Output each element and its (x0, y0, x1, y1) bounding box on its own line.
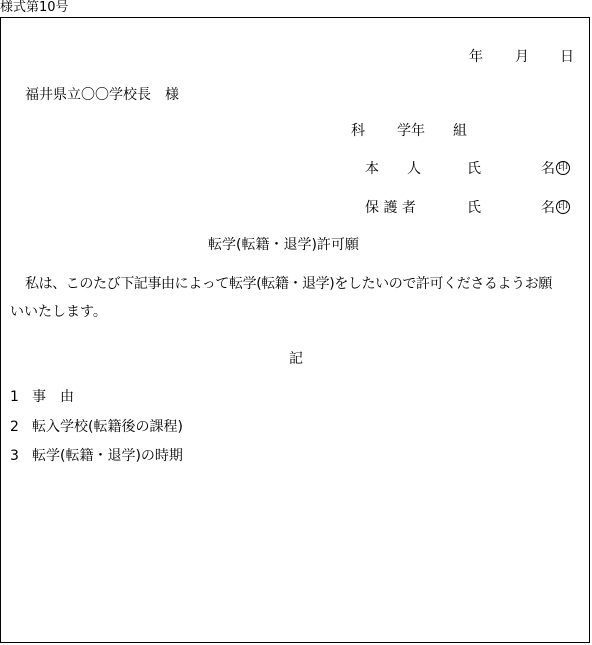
item-label: 転入学校(転籍後の課程) (32, 419, 183, 435)
body-line-1: 私は、このたび下記事由によって転学(転籍・退学)をしたいので許可くださるようお願 (25, 276, 552, 292)
body-line-2: いいたします。 (10, 304, 107, 320)
grade-label: 学年 (397, 123, 425, 139)
date-year-label: 年 (469, 49, 483, 65)
item-label: 転学(転籍・退学)の時期 (32, 448, 183, 464)
item-label: 事 由 (32, 389, 74, 405)
student-name-label: 氏 (467, 161, 481, 177)
note-heading: 記 (289, 351, 303, 367)
guardian-name-label: 氏 (467, 200, 481, 216)
seal-char: 印 (558, 201, 568, 212)
seal-mark (556, 200, 570, 214)
student-label: 本 人 (365, 161, 421, 177)
item-number: 1 (10, 389, 19, 405)
document-frame (0, 17, 590, 643)
guardian-label: 保 護 者 (365, 200, 416, 216)
addressee: 福井県立〇〇学校長 様 (25, 87, 179, 103)
seal-char: 印 (558, 162, 568, 173)
student-seal-group (541, 160, 570, 178)
department-label: 科 (351, 123, 365, 139)
guardian-seal-label: 名 (541, 200, 555, 216)
date-day-label: 日 (560, 49, 574, 65)
form-number: 様式第10号 (0, 0, 69, 15)
student-seal-label: 名 (541, 161, 555, 177)
guardian-seal-group (541, 199, 570, 217)
date-month-label: 月 (515, 49, 529, 65)
document-title: 転学(転籍・退学)許可願 (208, 237, 359, 253)
item-number: 3 (10, 448, 19, 464)
seal-mark (556, 161, 570, 175)
class-label: 組 (453, 123, 467, 139)
item-number: 2 (10, 419, 19, 435)
